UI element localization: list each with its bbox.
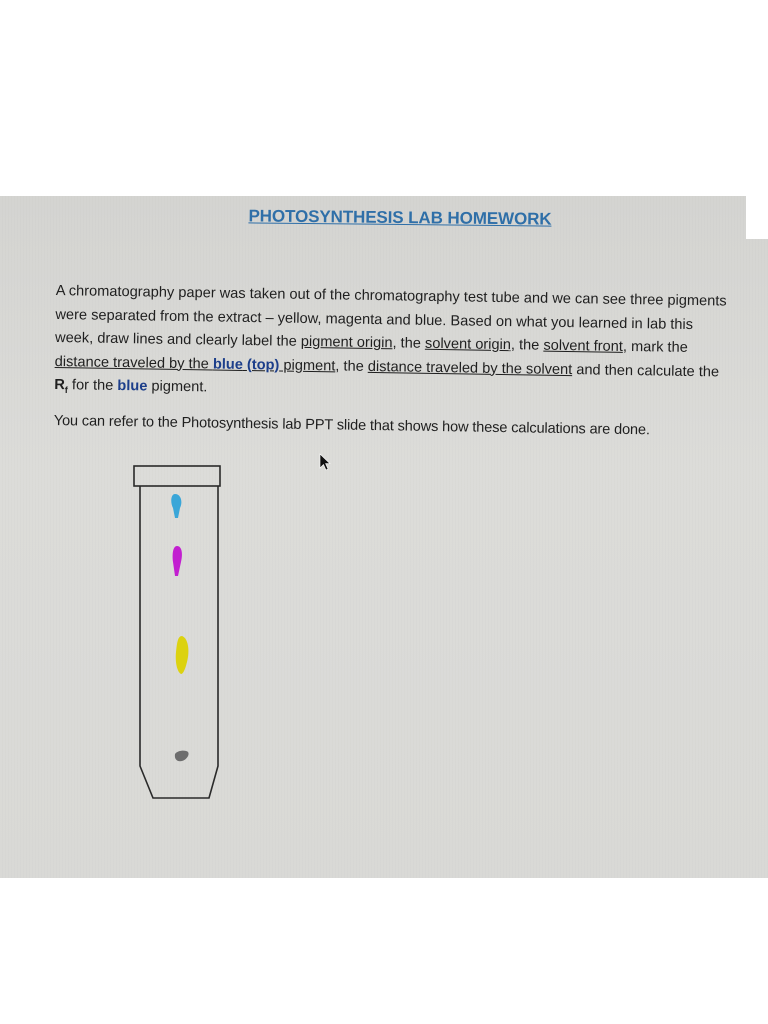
instructions-paragraph — [54, 280, 732, 413]
solvent-origin-term: solvent origin — [424, 335, 512, 354]
reference-note: You can refer to the Photosynthesis lab PPT slide that shows how these calculations are done. — [53, 413, 650, 439]
text-run: , the — [392, 335, 426, 352]
rf-r: R — [54, 376, 66, 394]
text-run: , the — [510, 337, 544, 354]
top-word: (top) — [246, 356, 280, 374]
pigment-origin-term: pigment origin — [300, 333, 393, 352]
text-run: for the — [67, 377, 118, 394]
distance-blue-term — [55, 353, 336, 373]
rf-subscript: f — [64, 385, 68, 396]
text-run: A chromatography paper was taken out of the chromatography test tube and we can see three pigments were separated from the extract – yellow, magenta and blue. Based on what you learned in lab this week, draw lines and clearly label the — [54, 282, 727, 350]
page-title: PHOTOSYNTHESIS LAB HOMEWORK — [248, 206, 552, 229]
screen-photo — [0, 196, 768, 878]
text-run: pigment. — [147, 378, 208, 396]
text-run: , the — [335, 357, 368, 375]
rf-symbol — [54, 376, 68, 396]
text-run: pigment — [279, 357, 336, 374]
blue-pigment-spot — [171, 494, 181, 518]
mouse-pointer-icon — [318, 453, 332, 473]
blue-word: blue — [212, 355, 244, 373]
text-run: , mark the — [622, 338, 688, 356]
instructions-text — [54, 280, 732, 445]
magenta-pigment-spot — [173, 546, 182, 576]
distance-solvent-term: distance traveled by the solvent — [367, 358, 573, 378]
origin-spot — [175, 751, 189, 762]
blue-word: blue — [117, 377, 148, 395]
yellow-pigment-spot — [176, 636, 189, 674]
solvent-front-term: solvent front — [543, 337, 624, 355]
strip-cap — [134, 466, 220, 486]
chromatography-strip-drawing — [120, 458, 240, 808]
text-run: and then calculate the — [572, 361, 720, 380]
text-run: distance traveled by the — [54, 353, 214, 372]
